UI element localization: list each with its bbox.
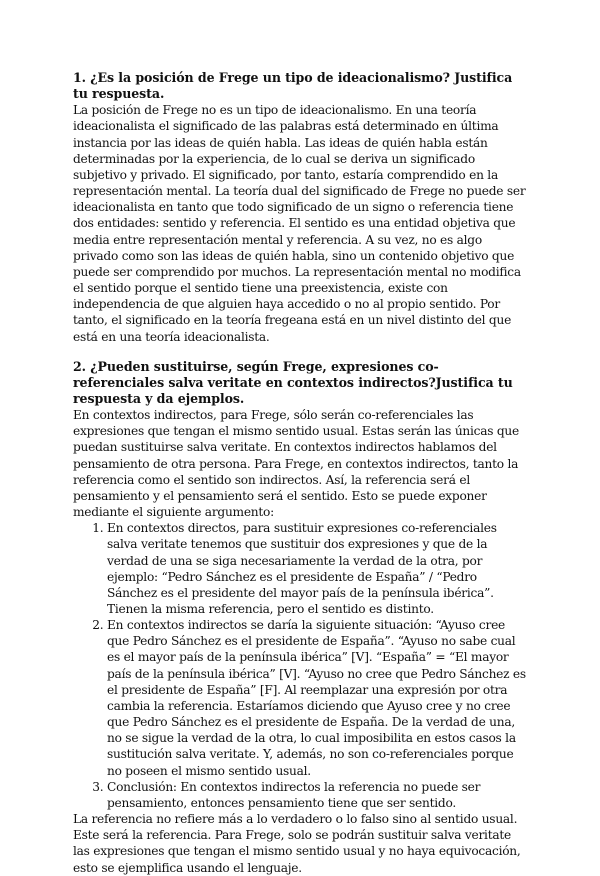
answer-1-paragraph: La posición de Frege no es un tipo de ideacionalismo. En una teoría ideacionalista el significado de las palabras está determinado en última instancia por las ideas de quién habla. Las ideas de quién habla están determinadas por la experiencia, de lo cual se deriva un significado subjetivo y privado. El significado, por tanto, estaría comprendido en la representación mental. La teoría dual del significado de Frege no puede ser ideacionalista en tanto que todo significado de un signo o referencia tiene dos entidades: sentido y referencia. El sentido es una entidad objetiva que media entre representación mental y referencia. A su vez, no es algo privado como son las ideas de quién habla, sino un contenido objetivo que puede ser comprendido por muchos. La representación mental no modifica el sentido porque el sentido tiene una preexistencia, existe con independencia de que alguien haya accedido o no al propio sentido. Por tanto, el significado en la teoría fregeana está en un nivel distinto del que está en una teoría ideacionalista. [73,103,526,344]
answer-2-closing-paragraph: La referencia no refiere más a lo verdadero o lo falso sino al sentido usual. Este será la referencia. Para Frege, solo se podrán sustituir salva veritate las expresiones que tengan el mismo sentido usual y no haya equivocación, esto se ejemplifica usando el lenguaje. [73,812,521,875]
answer-2-intro-paragraph: En contextos indirectos, para Frege, sólo serán co-referenciales las expresiones que tengan el mismo sentido usual. Estas serán las únicas que puedan sustituirse salva veritate. En contextos indirectos hablamos del pensamiento de otra persona. Para Frege, en contextos indirectos, tanto la referencia como el sentido son indirectos. Así, la referencia será el pensamiento y el pensamiento será el sentido. Esto se puede exponer mediante el siguiente argumento: [73,408,519,520]
section-2 [73,359,529,876]
section-spacer [73,345,529,359]
question-1-heading: 1. ¿Es la posición de Frege un tipo de ideacionalismo? Justifica tu respuesta. [73,70,513,102]
argument-step-1: 1. En contextos directos, para sustituir expresiones co-referenciales salva veritate tenemos que sustituir dos expresiones y que de la verdad de una se siga necesariamente la verdad de la otra, por ejemplo: “Pedro Sánchez es el presidente de España” / “Pedro Sánchez es el presidente del mayor país de la península ibérica”. Tienen la misma referencia, pero el sentido es distinto. [107,520,529,617]
question-2-heading: 2. ¿Pueden sustituirse, según Frege, expresiones co-referenciales salva veritate en contextos indirectos?Justifica tu respuesta y da ejemplos. [73,358,513,406]
argument-step-2: 2. En contextos indirectos se daría la siguiente situación: “Ayuso cree que Pedro Sánchez es el presidente de España”. “Ayuso no sabe cual es el mayor país de la península ibérica” [V]. “España” = “El mayor país de la península ibérica” [V]. “Ayuso no cree que Pedro Sánchez es el presidente de España” [F]. Al reemplazar una expresión por otra cambia la referencia. Estaríamos diciendo que Ayuso cree y no cree que Pedro Sánchez es el presidente de España. De la verdad de una, no se sigue la verdad de la otra, lo cual imposibilita en estos casos la sustitución salva veritate. Y, además, no son co-referenciales porque no poseen el mismo sentido usual. [107,617,529,779]
argument-list [73,520,529,811]
document-page [73,70,529,876]
section-1 [73,70,529,345]
argument-step-3: 3. Conclusión: En contextos indirectos la referencia no puede ser pensamiento, entonces pensamiento tiene que ser sentido. [107,779,529,811]
